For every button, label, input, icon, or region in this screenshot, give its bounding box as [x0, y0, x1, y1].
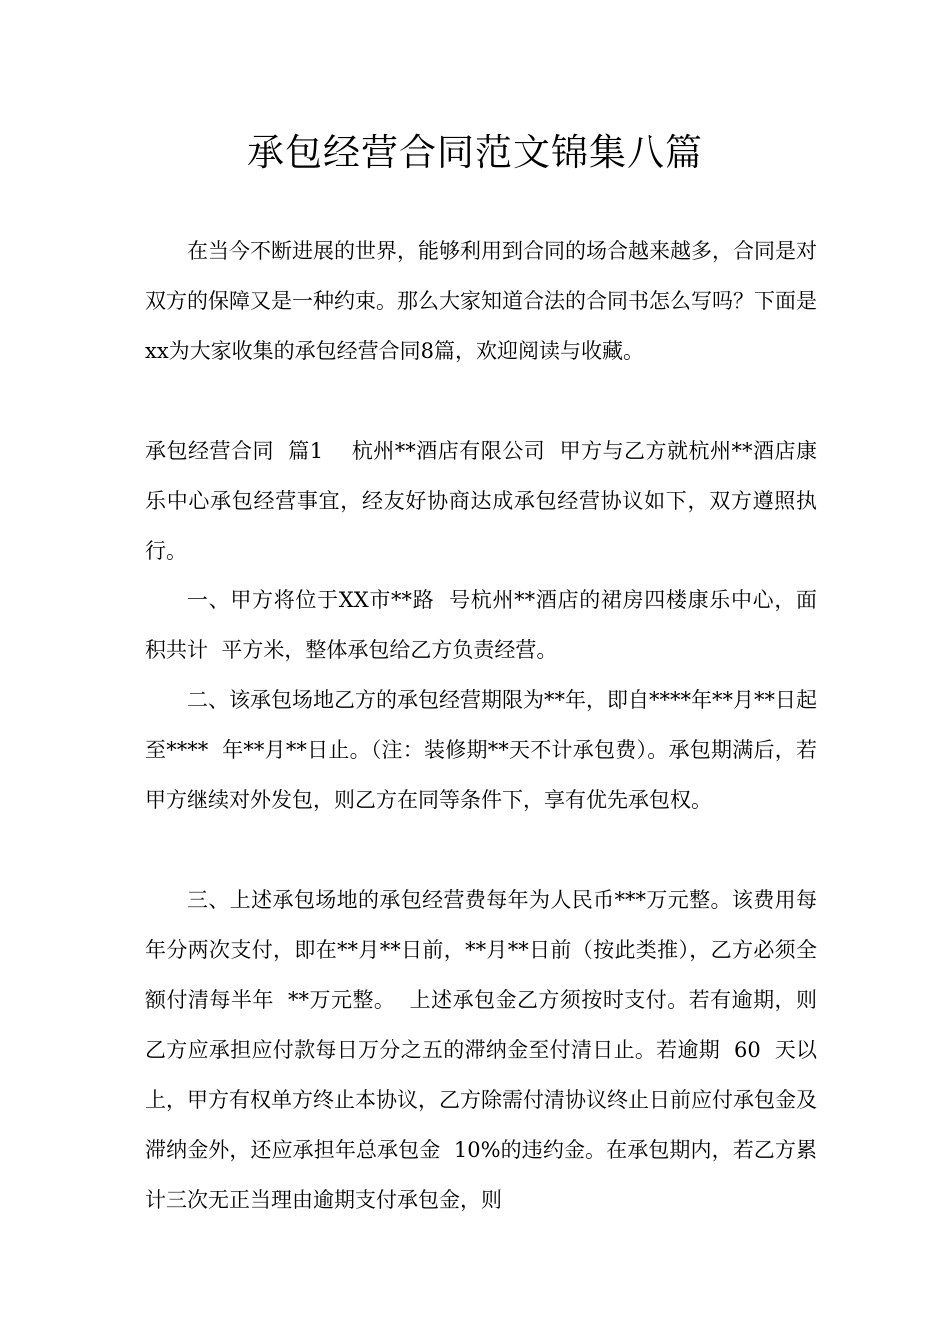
clause-2-paragraph: 二、该承包场地乙方的承包经营期限为**年，即自****年**月**日起至**** 年**月**日止。（注：装修期**天不计承包费）。承包期满后，若甲方继续对外发包，则乙方在同等条件下，享有优先承包权。 [145, 688, 817, 812]
clause-3-paragraph: 三、上述承包场地的承包经营费每年为人民币***万元整。该费用每年分两次支付，即在**月**日前，**月**日前（按此类推），乙方必须全额付清每半年 **万元整。 上述承包金乙方须按时支付。若有逾期，则乙方应承担应付款每日万分之五的滞纳金至付清日止。若逾期 60 天以上，甲方有权单方终止本协议，乙方除需付清协议终止日前应付承包金及滞纳金外，还应承担年总承包金 10%的违约金。在承包期内，若乙方累计三次无正当理由逾期支付承包金，则 [145, 888, 817, 1212]
intro-paragraph: 在当今不断进展的世界，能够利用到合同的场合越来越多，合同是对双方的保障又是一种约束。那么大家知道合法的合同书怎么写吗？下面是xx为大家收集的承包经营合同8篇，欢迎阅读与收藏。 [145, 239, 817, 363]
clause-1-paragraph: 一、甲方将位于XX市**路 号杭州**酒店的裙房四楼康乐中心，面积共计 平方米，整体承包给乙方负责经营。 [145, 588, 817, 662]
document-title: 承包经营合同范文锦集八篇 [247, 131, 703, 174]
section-heading-paragraph: 承包经营合同 篇1 杭州**酒店有限公司 甲方与乙方就杭州**酒店康乐中心承包经营事宜，经友好协商达成承包经营协议如下，双方遵照执行。 [145, 439, 817, 563]
